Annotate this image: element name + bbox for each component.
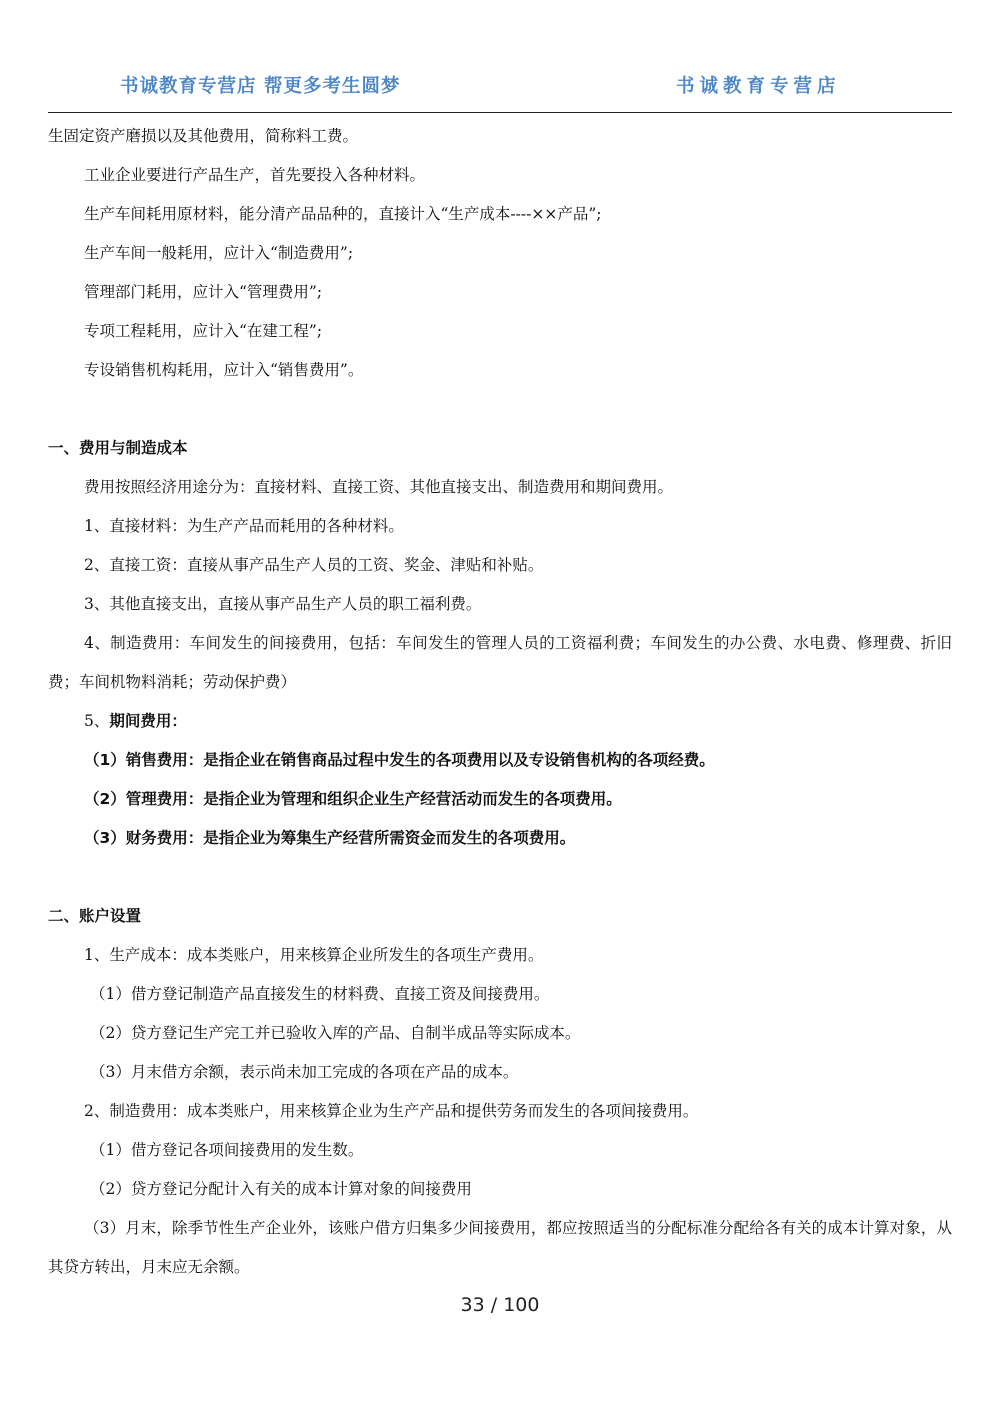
section1-intro: 费用按照经济用途分为：直接材料、直接工资、其他直接支出、制造费用和期间费用。 bbox=[84, 478, 674, 496]
section1-sub-3: （3）财务费用：是指企业为筹集生产经营所需资金而发生的各项费用。 bbox=[84, 829, 576, 847]
section1-heading: 一、费用与制造成本 bbox=[48, 439, 188, 457]
section1-item-5 bbox=[48, 702, 952, 741]
section2-item-2-sub-3: （3）月末，除季节性生产企业外，该账户借方归集多少间接费用，都应按照适当的分配标准分配给各有关的成本计算对象，从其贷方转出，月末应无余额。 bbox=[48, 1219, 952, 1276]
intro-line-1: 工业企业要进行产品生产，首先要投入各种材料。 bbox=[84, 166, 426, 184]
section1-sub-1: （1）销售费用：是指企业在销售商品过程中发生的各项费用以及专设销售机构的各项经费。 bbox=[84, 751, 715, 769]
document-body bbox=[48, 117, 952, 1287]
section1-item-3: 3、其他直接支出，直接从事产品生产人员的职工福利费。 bbox=[84, 595, 482, 613]
section1-item-2: 2、直接工资：直接从事产品生产人员的工资、奖金、津贴和补贴。 bbox=[84, 556, 544, 574]
section2-item-2: 2、制造费用：成本类账户，用来核算企业为生产产品和提供劳务而发生的各项间接费用。 bbox=[84, 1102, 699, 1120]
section2-item-1-sub-1: （1）借方登记制造产品直接发生的材料费、直接工资及间接费用。 bbox=[90, 985, 550, 1003]
spacer bbox=[48, 390, 952, 429]
section2-item-1-sub-2: （2）贷方登记生产完工并已验收入库的产品、自制半成品等实际成本。 bbox=[90, 1024, 581, 1042]
intro-line-0: 生固定资产磨损以及其他费用，简称料工费。 bbox=[48, 127, 359, 145]
section1-sub-2: （2）管理费用：是指企业为管理和组织企业生产经营活动而发生的各项费用。 bbox=[84, 790, 622, 808]
spacer bbox=[48, 858, 952, 897]
intro-line-3: 生产车间一般耗用，应计入“制造费用”; bbox=[84, 244, 354, 262]
section2-item-1-sub-3: （3）月末借方余额，表示尚未加工完成的各项在产品的成本。 bbox=[90, 1063, 519, 1081]
item5-label: 期间费用： bbox=[109, 712, 187, 730]
header-store-name: 书诚教育专营店 bbox=[676, 76, 841, 97]
section2-item-2-sub-1: （1）借方登记各项间接费用的发生数。 bbox=[90, 1141, 364, 1159]
item5-prefix: 5、 bbox=[84, 712, 110, 730]
page-indicator: 33 / 100 bbox=[460, 1294, 540, 1316]
page-header bbox=[0, 72, 1000, 102]
intro-line-6: 专设销售机构耗用，应计入“销售费用”。 bbox=[84, 361, 364, 379]
section1-item-4: 4、制造费用：车间发生的间接费用，包括：车间发生的管理人员的工资福利费；车间发生的办公费、水电费、修理费、折旧费；车间机物料消耗；劳动保护费） bbox=[48, 634, 952, 691]
intro-line-4: 管理部门耗用，应计入“管理费用”; bbox=[84, 283, 323, 301]
section2-heading: 二、账户设置 bbox=[48, 907, 142, 925]
header-slogan: 书诚教育专营店 帮更多考生圆梦 bbox=[120, 76, 401, 97]
intro-line-5: 专项工程耗用，应计入“在建工程”; bbox=[84, 322, 323, 340]
section1-item-1: 1、直接材料：为生产产品而耗用的各种材料。 bbox=[84, 517, 404, 535]
header-divider bbox=[48, 112, 952, 113]
intro-line-2: 生产车间耗用原材料，能分清产品品种的，直接计入“生产成本----××产品”; bbox=[84, 205, 602, 223]
section2-item-2-sub-2: （2）贷方登记分配计入有关的成本计算对象的间接费用 bbox=[90, 1180, 472, 1198]
section2-item-1: 1、生产成本：成本类账户，用来核算企业所发生的各项生产费用。 bbox=[84, 946, 544, 964]
